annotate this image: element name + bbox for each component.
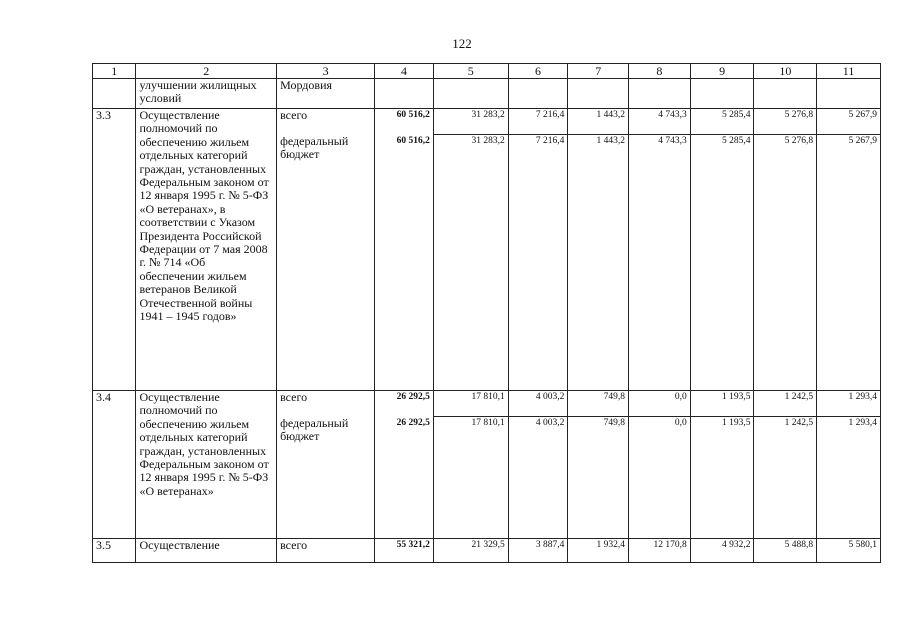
continuation-row [93, 79, 881, 109]
value-cell: 60 516,2 [375, 109, 434, 135]
value-cell: 21 329,5 [433, 539, 508, 563]
funding-source: Мордовия [277, 79, 375, 109]
value-cell: 5 285,4 [690, 109, 754, 135]
header-cell: 1 [93, 64, 136, 79]
value-cell: 26 292,5 [375, 391, 434, 417]
value-cell: 1 443,2 [568, 109, 629, 135]
value-cell: 749,8 [568, 391, 629, 417]
value-cell: 4 743,3 [629, 135, 691, 391]
header-cell: 9 [690, 64, 754, 79]
value-cell: 1 443,2 [568, 135, 629, 391]
header-cell: 11 [817, 64, 881, 79]
table-row [93, 109, 881, 135]
item-name: Осуществление полномочий по обеспечению жильем отдельных категорий граждан, установленных Федеральным законом от 12 января 1995 г. № 5-ФЗ «О ветеранах», в соответствии с Указом Президента Российской Федерации от 7 мая 2008 г. № 714 «Об обеспечении жильем ветеранов Великой Отечественной войны 1941 – 1945 годов» [136, 109, 277, 391]
value-cell: 4 003,2 [508, 391, 568, 417]
value-cell: 1 193,5 [690, 417, 754, 539]
value-cell: 1 932,4 [568, 539, 629, 563]
table-row [93, 539, 881, 563]
value-cell: 5 267,9 [817, 109, 881, 135]
value-cell: 7 216,4 [508, 109, 568, 135]
header-cell: 2 [136, 64, 277, 79]
value-cell: 0,0 [629, 391, 691, 417]
value-cell: 4 003,2 [508, 417, 568, 539]
value-cell: 7 216,4 [508, 135, 568, 391]
item-code: 3.4 [93, 391, 136, 539]
header-cell: 8 [629, 64, 691, 79]
item-name: Осуществление [136, 539, 277, 563]
value-cell: 5 267,9 [817, 135, 881, 391]
value-cell: 60 516,2 [375, 135, 434, 391]
item-name: улучшении жилищных условий [136, 79, 277, 109]
item-name: Осуществление полномочий по обеспечению жильем отдельных категорий граждан, установленных Федеральным законом от 12 января 1995 г. № 5-ФЗ «О ветеранах» [136, 391, 277, 539]
header-cell: 3 [277, 64, 375, 79]
page-number: 122 [452, 36, 472, 51]
value-cell: 749,8 [568, 417, 629, 539]
value-cell: 3 887,4 [508, 539, 568, 563]
header-cell: 7 [568, 64, 629, 79]
funding-source: всего [277, 391, 375, 417]
value-cell: 4 932,2 [690, 539, 754, 563]
value-cell: 1 193,5 [690, 391, 754, 417]
header-row [93, 64, 881, 79]
value-cell: 0,0 [629, 417, 691, 539]
value-cell: 17 810,1 [433, 417, 508, 539]
value-cell: 12 170,8 [629, 539, 691, 563]
value-cell: 31 283,2 [433, 135, 508, 391]
value-cell: 5 580,1 [817, 539, 881, 563]
value-cell: 17 810,1 [433, 391, 508, 417]
funding-source: всего [277, 539, 375, 563]
funding-source: федеральный бюджет [277, 417, 375, 539]
value-cell: 1 293,4 [817, 391, 881, 417]
funding-source: федеральный бюджет [277, 135, 375, 391]
header-cell: 4 [375, 64, 434, 79]
value-cell: 26 292,5 [375, 417, 434, 539]
value-cell: 31 283,2 [433, 109, 508, 135]
header-cell: 10 [754, 64, 817, 79]
header-cell: 5 [433, 64, 508, 79]
value-cell: 5 488,8 [754, 539, 817, 563]
funding-source: всего [277, 109, 375, 135]
table-row [93, 391, 881, 417]
value-cell: 5 276,8 [754, 109, 817, 135]
item-code: 3.5 [93, 539, 136, 563]
item-code: 3.3 [93, 109, 136, 391]
value-cell: 1 242,5 [754, 417, 817, 539]
budget-table [92, 63, 881, 563]
value-cell: 1 293,4 [817, 417, 881, 539]
value-cell: 4 743,3 [629, 109, 691, 135]
value-cell: 1 242,5 [754, 391, 817, 417]
header-cell: 6 [508, 64, 568, 79]
value-cell: 5 285,4 [690, 135, 754, 391]
value-cell: 5 276,8 [754, 135, 817, 391]
value-cell: 55 321,2 [375, 539, 434, 563]
